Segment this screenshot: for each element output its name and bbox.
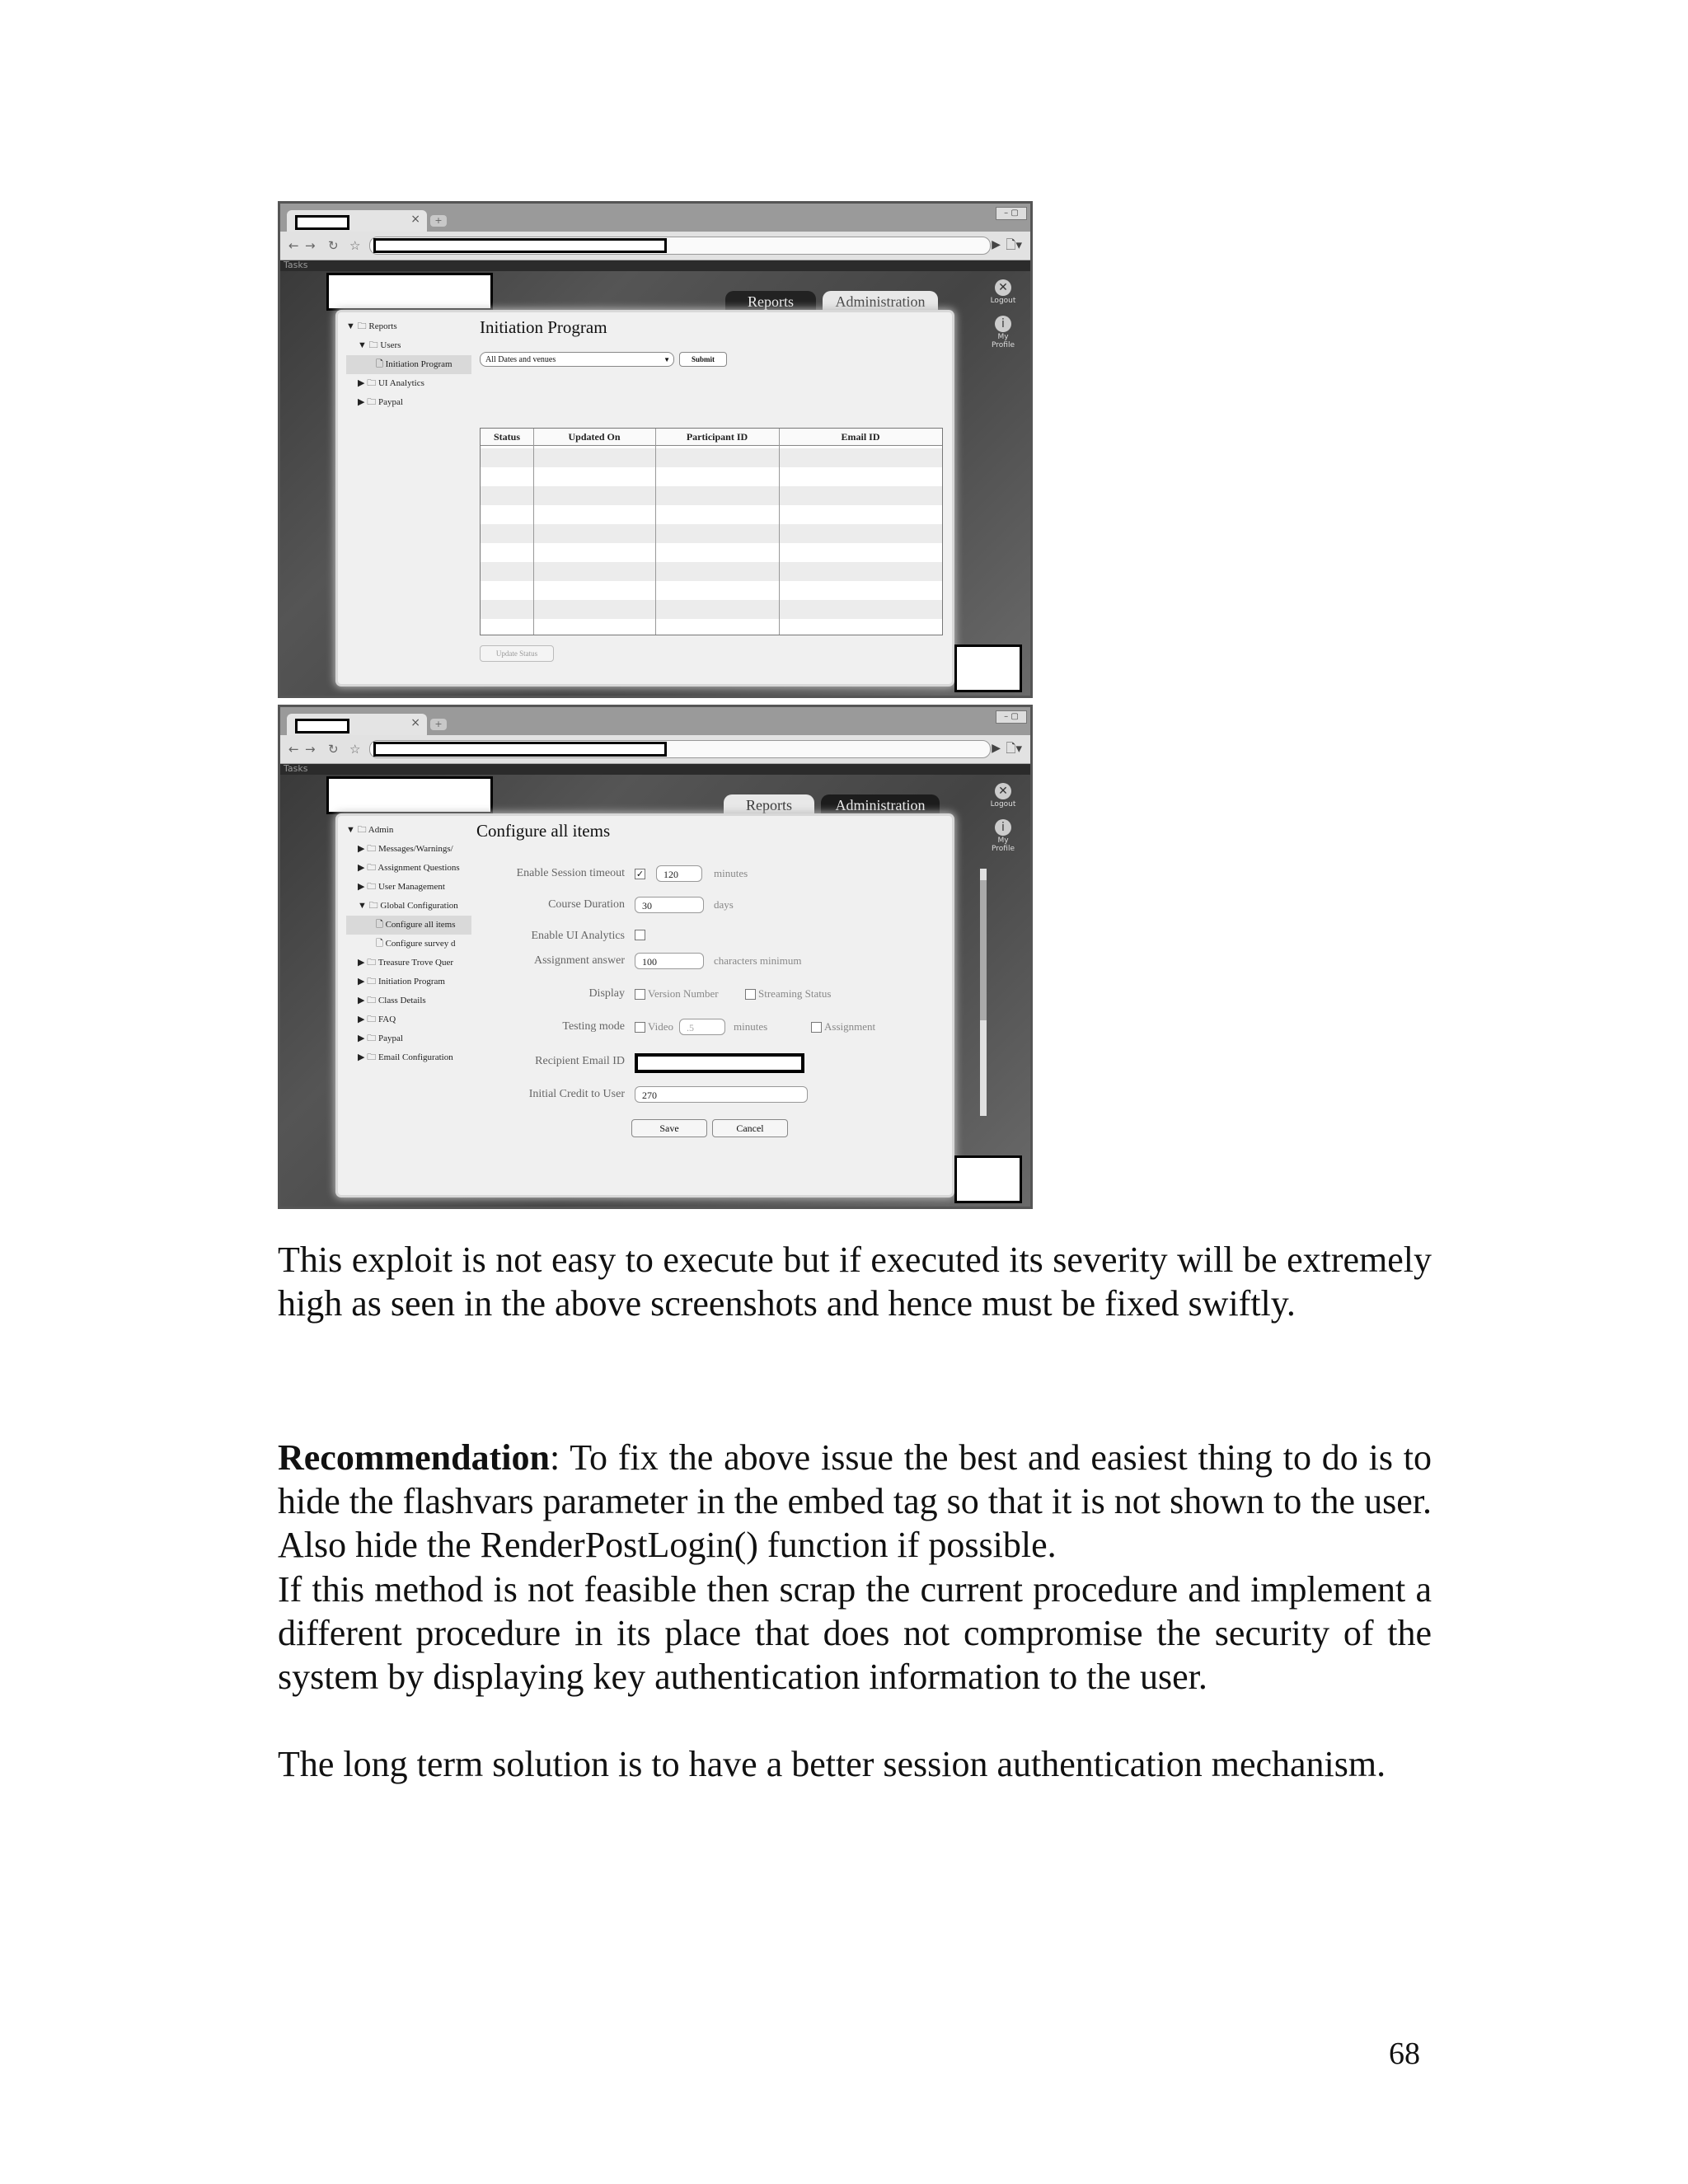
version-number-label: Version Number: [648, 987, 719, 1000]
tree-item[interactable]: ▶ 🗀 Assignment Questions: [358, 863, 460, 873]
page-menu-icon[interactable]: 🗋▾: [1006, 237, 1022, 252]
page-number: 68: [1389, 2036, 1420, 2071]
profile-button[interactable]: i My Profile: [992, 317, 1015, 349]
browser-toolbar: [280, 735, 1030, 764]
paragraph-long-term: The long term solution is to have a better session authentication mechanism.: [278, 1744, 1386, 1784]
tree-item[interactable]: ▶ 🗀 Messages/Warnings/: [358, 844, 453, 854]
go-icon[interactable]: ▶: [992, 742, 1001, 755]
table-row: [481, 486, 942, 505]
reload-icon[interactable]: ↻: [328, 742, 339, 757]
back-icon[interactable]: ←: [288, 238, 299, 253]
redacted-url: [373, 742, 667, 757]
scrollbar[interactable]: [980, 869, 987, 1116]
scrollbar-thumb[interactable]: [980, 880, 987, 1020]
table-row: [481, 505, 942, 524]
recipient-email-label: Recipient Email ID: [535, 1055, 625, 1067]
ui-analytics-label: Enable UI Analytics: [531, 930, 625, 942]
tab-reports[interactable]: Reports: [724, 794, 814, 816]
browser-tab[interactable]: [287, 714, 427, 735]
tree-item[interactable]: ▶ 🗀 Initiation Program: [358, 977, 445, 987]
tree-item[interactable]: ▶ 🗀 User Management: [358, 882, 445, 892]
nav-tree: [346, 821, 471, 1067]
logout-button[interactable]: ✕ Logout: [990, 785, 1016, 808]
window-controls[interactable]: – ▢: [996, 710, 1027, 724]
table-row: [481, 562, 942, 581]
session-timeout-label: Enable Session timeout: [516, 867, 625, 879]
initial-credit-label: Initial Credit to User: [528, 1088, 625, 1100]
tree-item[interactable]: ▼ 🗀 Reports: [346, 321, 397, 331]
column-header-participant-id[interactable]: Participant ID: [686, 431, 748, 443]
course-duration-label: Course Duration: [548, 898, 625, 911]
redacted-corner-logo: [954, 644, 1022, 692]
forward-icon[interactable]: →: [305, 742, 316, 757]
assignment-answer-label: Assignment answer: [533, 954, 625, 967]
session-timeout-input[interactable]: 120: [656, 865, 702, 882]
close-tab-icon[interactable]: ×: [410, 716, 420, 729]
address-bar[interactable]: [369, 237, 991, 255]
video-minutes-unit: minutes: [734, 1020, 768, 1033]
ui-analytics-checkbox[interactable]: [635, 930, 645, 940]
tree-item[interactable]: ▼ 🗀 Global Configuration: [358, 901, 458, 911]
tree-item[interactable]: ▶ 🗀 Treasure Trove Quer: [358, 958, 454, 968]
course-duration-input[interactable]: 30: [635, 897, 704, 913]
tree-item[interactable]: ▶ 🗀 Paypal: [358, 397, 403, 407]
new-tab-button[interactable]: +: [430, 719, 447, 730]
video-label: Video: [648, 1020, 673, 1033]
streaming-status-checkbox[interactable]: [745, 989, 756, 1000]
video-checkbox[interactable]: [635, 1022, 645, 1033]
back-icon[interactable]: ←: [288, 742, 299, 757]
close-icon: ✕: [995, 279, 1011, 296]
column-divider: [779, 429, 780, 635]
update-status-button[interactable]: Update Status: [480, 645, 554, 662]
tree-item[interactable]: ▶ 🗀 Class Details: [358, 996, 426, 1005]
column-divider: [655, 429, 656, 635]
table-row: [481, 581, 942, 600]
streaming-status-label: Streaming Status: [758, 987, 832, 1000]
page-menu-icon[interactable]: 🗋▾: [1006, 741, 1022, 756]
nav-tree: [346, 317, 471, 412]
info-icon: i: [995, 316, 1011, 332]
column-divider: [533, 429, 534, 635]
video-minutes-input[interactable]: .5: [679, 1019, 725, 1035]
page-title: Initiation Program: [480, 317, 607, 337]
table-row: [481, 448, 942, 467]
forward-icon[interactable]: →: [305, 238, 316, 253]
redacted-corner-logo: [954, 1155, 1022, 1203]
tab-administration[interactable]: Administration: [821, 794, 940, 816]
address-bar[interactable]: [369, 740, 991, 758]
column-header-status[interactable]: Status: [493, 431, 520, 443]
new-tab-button[interactable]: +: [430, 215, 447, 227]
tab-reports[interactable]: Reports: [725, 291, 816, 312]
recommendation-label: Recommendation: [278, 1437, 550, 1478]
testing-mode-label: Testing mode: [562, 1020, 625, 1033]
table-row: [481, 524, 942, 543]
save-button[interactable]: Save: [631, 1119, 707, 1137]
star-icon[interactable]: ☆: [349, 742, 361, 757]
tree-item-selected[interactable]: 🗋 Initiation Program: [346, 355, 471, 374]
info-icon: i: [995, 819, 1011, 836]
app-area: [280, 271, 1030, 696]
tab-administration[interactable]: Administration: [823, 291, 938, 312]
assignment-answer-unit: characters minimum: [714, 954, 802, 967]
window-controls[interactable]: – ▢: [996, 207, 1027, 220]
cancel-button[interactable]: Cancel: [712, 1119, 788, 1137]
display-label: Display: [588, 987, 625, 1000]
configuration-form: [481, 865, 926, 1146]
assignment-answer-input[interactable]: 100: [635, 953, 704, 969]
logout-button[interactable]: ✕ Logout: [990, 281, 1016, 305]
browser-titlebar: [280, 204, 1030, 232]
initial-credit-input[interactable]: 270: [635, 1086, 808, 1103]
content-panel: [338, 816, 952, 1195]
tree-item[interactable]: ▶ 🗀 Paypal: [358, 1033, 403, 1043]
paragraph-recommendation: [278, 1436, 1432, 1567]
go-icon[interactable]: ▶: [992, 238, 1001, 251]
redacted-logo: [326, 776, 493, 814]
tree-item[interactable]: ▶ 🗀 Email Configuration: [358, 1052, 453, 1062]
page-title: Configure all items: [476, 821, 611, 841]
tree-item[interactable]: ▶ 🗀 FAQ: [358, 1015, 396, 1024]
session-timeout-unit: minutes: [714, 867, 748, 879]
date-venue-select[interactable]: All Dates and venues ▼: [480, 352, 674, 367]
close-tab-icon[interactable]: ×: [410, 213, 420, 226]
redacted-tab-title: [295, 215, 349, 230]
paragraph-exploit-severity: This exploit is not easy to execute but if executed its severity will be extremely high as seen in the above screenshots and hence must be fixed swiftly.: [278, 1240, 1432, 1324]
reload-icon[interactable]: ↻: [328, 238, 339, 253]
screenshot-configure-all-items: [278, 705, 1033, 1209]
column-header-updated-on[interactable]: Updated On: [568, 431, 621, 443]
recommendation-text: : To fix the above issue the best and easiest thing to do is to hide the flashvars parameter in the embed tag so that it is not shown to the user. Also hide the RenderPostLogin() function if possible.: [278, 1437, 1432, 1565]
assignment-checkbox[interactable]: [811, 1022, 822, 1033]
submit-button[interactable]: Submit: [679, 352, 727, 367]
tree-item[interactable]: ▼ 🗀 Users: [358, 340, 401, 350]
browser-tab[interactable]: [287, 210, 427, 232]
content-panel: [338, 312, 952, 684]
close-icon: ✕: [995, 783, 1011, 799]
tree-item[interactable]: ▶ 🗀 UI Analytics: [358, 378, 424, 388]
redacted-tab-title: [295, 719, 349, 733]
tree-item[interactable]: 🗋 Configure survey d: [376, 939, 456, 949]
assignment-label: Assignment: [824, 1020, 876, 1033]
redacted-url: [373, 238, 667, 253]
chevron-down-icon: ▼: [663, 356, 670, 363]
app-area: [280, 775, 1030, 1207]
screenshot-initiation-program: [278, 201, 1033, 698]
column-header-email-id[interactable]: Email ID: [841, 431, 880, 443]
tree-item-selected[interactable]: 🗋 Configure all items: [346, 916, 471, 935]
redacted-email-input[interactable]: [635, 1053, 804, 1073]
browser-titlebar: [280, 707, 1030, 735]
profile-button[interactable]: i My Profile: [992, 821, 1015, 853]
bookmarks-bar: Tasks: [284, 763, 308, 774]
redacted-logo: [326, 273, 493, 311]
table-row: [481, 600, 942, 619]
star-icon[interactable]: ☆: [349, 238, 361, 253]
session-timeout-checkbox[interactable]: ✓: [635, 869, 645, 879]
paragraph-alternative: If this method is not feasible then scrap the current procedure and implement a different procedure in its place that does not compromise the security of the system by displaying key authentication information to the user.: [278, 1569, 1432, 1697]
table-row: [481, 543, 942, 562]
tree-item[interactable]: ▼ 🗀 Admin: [346, 825, 394, 835]
version-number-checkbox[interactable]: [635, 989, 645, 1000]
browser-toolbar: [280, 232, 1030, 260]
table-row: [481, 467, 942, 486]
participants-table: [480, 428, 943, 635]
bookmarks-bar: Tasks: [284, 260, 308, 270]
course-duration-unit: days: [714, 898, 734, 911]
